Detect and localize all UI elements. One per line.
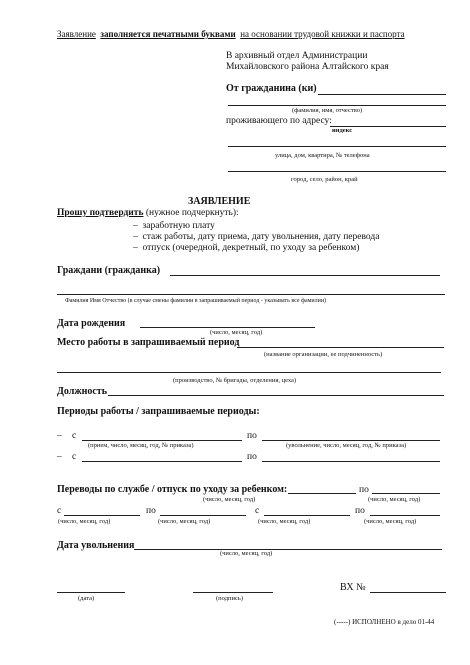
transfer-1-to: по	[359, 485, 369, 495]
transfer-3-from: с	[255, 506, 260, 516]
position-label: Должность	[57, 386, 108, 397]
executed-note: (-----) ИСПОЛНЕНО в дело 01-44	[334, 618, 435, 626]
dismiss-caption: (увольнение, число, месяц, год, № приказа)	[286, 442, 407, 449]
workplace-caption: (название организации, ее подчиненность)	[264, 351, 383, 358]
transfer-1-start-field[interactable]	[288, 493, 356, 494]
incoming-field[interactable]	[370, 592, 446, 593]
division-caption: (производство, № бригады, отделения, цеха)	[173, 377, 297, 384]
citizen-field-2[interactable]	[57, 294, 445, 295]
notice-suffix: на основании трудовой книжки и паспорта	[240, 29, 405, 39]
header-notice	[57, 30, 405, 39]
period-2-end-field[interactable]	[262, 461, 440, 462]
period-1-dash: –	[57, 431, 62, 441]
transfer-1-end-field[interactable]	[372, 493, 440, 494]
request-prefix: Прошу подтвердить	[57, 208, 144, 218]
from-citizen-field-2[interactable]	[228, 105, 446, 106]
dismissal-field[interactable]	[134, 549, 442, 550]
date-field[interactable]	[57, 592, 125, 593]
request-item-3[interactable]: – отпуск (очередной, декретный, по уходу за ребенком)	[133, 243, 360, 253]
workplace-field[interactable]	[237, 347, 444, 348]
dismissal-caption: (число, месяц, год)	[220, 550, 273, 557]
statement-title: ЗАЯВЛЕНИЕ	[188, 196, 251, 207]
signature-field[interactable]	[193, 592, 273, 593]
city-field[interactable]	[228, 171, 446, 172]
from-citizen-label: От гражданина (ки)	[226, 83, 317, 94]
signature-caption: (подпись)	[216, 595, 243, 602]
transfer-caption-2: (число, месяц, год)	[158, 518, 211, 525]
period-1-start-field[interactable]	[82, 440, 242, 441]
street-caption: улица, дом, квартира, № телефона	[275, 152, 370, 159]
street-field[interactable]	[228, 146, 446, 147]
recipient-line-1: В архивный отдел Администрации	[226, 51, 368, 61]
transfer-3-to: по	[355, 506, 365, 516]
transfer-3-start-field[interactable]	[264, 515, 350, 516]
period-2-from: с	[72, 452, 77, 462]
transfers-label: Переводы по службе / отпуск по уходу за ребенком:	[57, 484, 288, 495]
transfer-2-end-field[interactable]	[160, 515, 246, 516]
from-citizen-field[interactable]	[318, 94, 446, 95]
birth-caption: (число, месяц, год)	[210, 329, 263, 336]
incoming-label: ВХ №	[340, 582, 366, 593]
transfer-caption-1: (число, месяц, год)	[58, 518, 111, 525]
fio-caption: (фамилия, имя, отчество)	[292, 107, 363, 114]
citizen-label: Граждани (гражданка)	[57, 265, 161, 276]
transfer-2-to: по	[146, 506, 156, 516]
notice-bold: заполняется печатными буквами	[100, 29, 236, 39]
recipient-line-2: Михайловского района Алтайского края	[226, 62, 389, 72]
city-caption: город, село, район, край	[291, 176, 358, 183]
division-field[interactable]	[57, 372, 441, 373]
period-2-start-field[interactable]	[82, 461, 242, 462]
periods-label: Периоды работы / запрашиваемые периоды:	[57, 406, 260, 417]
address-label: проживающего по адресу:	[226, 116, 332, 126]
transfer-1-end-caption: (число, месяц, год)	[368, 496, 421, 503]
period-2-to: по	[247, 452, 257, 462]
request-item-1[interactable]: – заработную плату	[133, 221, 215, 231]
notice-prefix: Заявление	[57, 29, 96, 39]
birth-field[interactable]	[140, 327, 315, 328]
citizen-field[interactable]	[170, 275, 440, 276]
transfer-2-from: с	[57, 506, 62, 516]
request-suffix: (нужное подчеркнуть):	[145, 208, 239, 218]
period-1-from: с	[72, 431, 77, 441]
position-field[interactable]	[108, 395, 444, 396]
request-line	[57, 209, 239, 219]
dismissal-label: Дата увольнения	[57, 540, 135, 551]
transfer-1-start-caption: (число, месяц, год)	[203, 496, 256, 503]
index-caption: индекс	[332, 127, 353, 134]
transfer-caption-4: (число, месяц, год)	[364, 518, 417, 525]
period-1-to: по	[247, 431, 257, 441]
period-2-dash: –	[57, 452, 62, 462]
transfer-3-end-field[interactable]	[370, 515, 440, 516]
birth-label: Дата рождения	[57, 318, 126, 329]
citizen-caption: Фамилия Имя Отчество (в случае смены фамилии в запрашиваемый период - указывать все фамилии)	[65, 298, 327, 304]
request-item-2[interactable]: – стаж работы, дату приема, дату увольнения, дату перевода	[133, 232, 380, 242]
transfer-2-start-field[interactable]	[64, 515, 140, 516]
transfer-caption-3: (число, месяц, год)	[258, 518, 311, 525]
hire-caption: (прием, число, месяц, год, № приказа)	[88, 442, 194, 449]
period-1-end-field[interactable]	[262, 440, 440, 441]
date-caption: (дата)	[78, 595, 95, 602]
workplace-label: Место работы в запрашиваемый период	[57, 337, 240, 348]
